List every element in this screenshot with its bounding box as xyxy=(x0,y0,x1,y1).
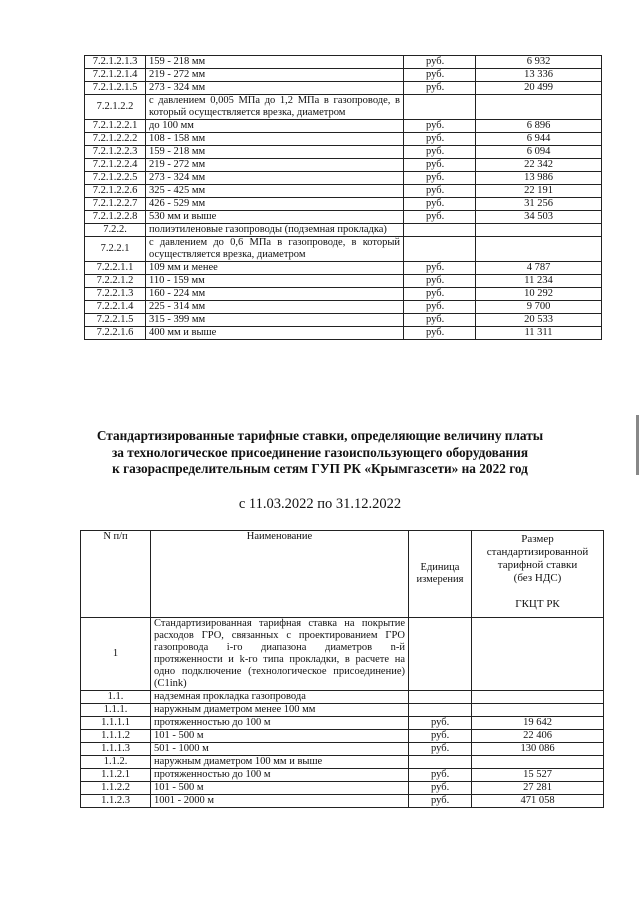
row-number: 1.1.2.3 xyxy=(81,795,151,808)
row-name: 530 мм и выше xyxy=(146,211,404,224)
table-row xyxy=(85,146,602,159)
row-name: наружным диаметром 100 мм и выше xyxy=(151,756,409,769)
row-number: 7.2.1.2.2 xyxy=(85,95,146,120)
table-row xyxy=(81,782,604,795)
row-number: 1.1.1.3 xyxy=(81,743,151,756)
row-value: 11 234 xyxy=(476,275,602,288)
row-unit xyxy=(409,691,472,704)
row-number: 7.2.2.1.2 xyxy=(85,275,146,288)
title-line-3: к газораспределительным сетям ГУП РК «Крымгазсети» на 2022 год xyxy=(112,461,528,476)
row-unit: руб. xyxy=(409,782,472,795)
row-unit: руб. xyxy=(404,301,476,314)
row-unit: руб. xyxy=(409,717,472,730)
table-row xyxy=(85,172,602,185)
row-name: 109 мм и менее xyxy=(146,262,404,275)
row-number: 7.2.2.1 xyxy=(85,237,146,262)
row-number: 1.1.2.2 xyxy=(81,782,151,795)
row-value: 22 342 xyxy=(476,159,602,172)
row-value xyxy=(476,224,602,237)
table-row xyxy=(85,198,602,211)
row-unit: руб. xyxy=(404,120,476,133)
row-number: 7.2.1.2.2.2 xyxy=(85,133,146,146)
row-name: надземная прокладка газопровода xyxy=(151,691,409,704)
row-name: 400 мм и выше xyxy=(146,327,404,340)
table-header-row xyxy=(81,531,604,618)
tariff-table xyxy=(80,530,604,808)
row-number: 1.1.1.2 xyxy=(81,730,151,743)
row-value xyxy=(472,691,604,704)
row-value: 6 094 xyxy=(476,146,602,159)
row-unit: руб. xyxy=(404,172,476,185)
row-value: 4 787 xyxy=(476,262,602,275)
row-unit: руб. xyxy=(404,69,476,82)
row-unit: руб. xyxy=(404,146,476,159)
row-name: 273 - 324 мм xyxy=(146,82,404,95)
row-unit: руб. xyxy=(404,262,476,275)
table-row xyxy=(81,704,604,717)
row-unit: руб. xyxy=(409,743,472,756)
row-unit xyxy=(404,224,476,237)
table-row xyxy=(85,185,602,198)
row-unit: руб. xyxy=(404,288,476,301)
row-value: 471 058 xyxy=(472,795,604,808)
row-number: 7.2.1.2.1.5 xyxy=(85,82,146,95)
row-unit: руб. xyxy=(409,769,472,782)
row-value: 6 944 xyxy=(476,133,602,146)
row-number: 1.1.2. xyxy=(81,756,151,769)
header-unit: Единица измерения xyxy=(409,531,472,618)
row-number: 7.2.1.2.1.3 xyxy=(85,56,146,69)
row-name: 159 - 218 мм xyxy=(146,146,404,159)
row-number: 1.1. xyxy=(81,691,151,704)
table-row xyxy=(81,691,604,704)
row-number: 7.2.1.2.2.5 xyxy=(85,172,146,185)
row-unit: руб. xyxy=(404,314,476,327)
table-row xyxy=(85,56,602,69)
row-number: 1 xyxy=(81,618,151,691)
row-name: Стандартизированная тарифная ставка на покрытие расходов ГРО, связанных с проектированием ГРО газопровода i-го диапазона диаметров n-й протяженности и k-го типа прокладки, в расчете на одно подключение (технологическое присоединение) (C1ink) xyxy=(151,618,409,691)
row-unit: руб. xyxy=(404,133,476,146)
row-name: 108 - 158 мм xyxy=(146,133,404,146)
table-row xyxy=(85,82,602,95)
row-name: 219 - 272 мм xyxy=(146,159,404,172)
table-row xyxy=(81,756,604,769)
table-row xyxy=(85,159,602,172)
row-name: 159 - 218 мм xyxy=(146,56,404,69)
row-value: 31 256 xyxy=(476,198,602,211)
row-name: 110 - 159 мм xyxy=(146,275,404,288)
table-row xyxy=(85,224,602,237)
row-number: 1.1.2.1 xyxy=(81,769,151,782)
row-number: 7.2.1.2.2.4 xyxy=(85,159,146,172)
row-number: 7.2.1.2.2.1 xyxy=(85,120,146,133)
table-row xyxy=(85,237,602,262)
row-name: 101 - 500 м xyxy=(151,782,409,795)
table-row xyxy=(85,301,602,314)
row-number: 7.2.2.1.3 xyxy=(85,288,146,301)
row-unit: руб. xyxy=(404,275,476,288)
row-name: до 100 мм xyxy=(146,120,404,133)
row-value xyxy=(472,618,604,691)
table-row xyxy=(85,275,602,288)
row-value: 22 191 xyxy=(476,185,602,198)
title-line-1: Стандартизированные тарифные ставки, определяющие величину платы xyxy=(96,428,544,443)
row-value: 13 986 xyxy=(476,172,602,185)
row-unit: руб. xyxy=(404,82,476,95)
row-name: 325 - 425 мм xyxy=(146,185,404,198)
tariff-table-continued xyxy=(84,55,602,340)
row-unit: руб. xyxy=(404,211,476,224)
table-row xyxy=(85,133,602,146)
row-number: 7.2.2.1.1 xyxy=(85,262,146,275)
row-name: полиэтиленовые газопроводы (подземная прокладка) xyxy=(146,224,404,237)
row-name: 426 - 529 мм xyxy=(146,198,404,211)
row-unit xyxy=(409,704,472,717)
row-unit: руб. xyxy=(404,56,476,69)
row-number: 1.1.1. xyxy=(81,704,151,717)
header-value-line-2: (без НДС) xyxy=(513,572,562,584)
row-unit xyxy=(409,618,472,691)
row-number: 7.2.1.2.2.8 xyxy=(85,211,146,224)
table-row xyxy=(85,314,602,327)
row-name: наружным диаметром менее 100 мм xyxy=(151,704,409,717)
row-value: 11 311 xyxy=(476,327,602,340)
table-row xyxy=(81,743,604,756)
row-value xyxy=(476,237,602,262)
row-value: 20 533 xyxy=(476,314,602,327)
row-unit: руб. xyxy=(404,159,476,172)
header-name: Наименование xyxy=(151,531,409,618)
document-title xyxy=(40,428,600,478)
table-row xyxy=(81,618,604,691)
table-row xyxy=(81,769,604,782)
row-name: 1001 - 2000 м xyxy=(151,795,409,808)
table-row xyxy=(85,262,602,275)
row-unit: руб. xyxy=(409,730,472,743)
row-value: 20 499 xyxy=(476,82,602,95)
row-number: 7.2.1.2.2.7 xyxy=(85,198,146,211)
row-name: протяженностью до 100 м xyxy=(151,769,409,782)
row-number: 7.2.2. xyxy=(85,224,146,237)
row-name: 160 - 224 мм xyxy=(146,288,404,301)
table-row xyxy=(85,95,602,120)
row-value: 9 700 xyxy=(476,301,602,314)
header-value xyxy=(472,531,604,618)
row-number: 7.2.2.1.5 xyxy=(85,314,146,327)
period-text: с 11.03.2022 по 31.12.2022 xyxy=(238,496,402,512)
table-row xyxy=(81,730,604,743)
row-value: 19 642 xyxy=(472,717,604,730)
table-row xyxy=(81,795,604,808)
row-unit xyxy=(404,237,476,262)
table-row xyxy=(85,288,602,301)
row-number: 7.2.1.2.2.3 xyxy=(85,146,146,159)
row-value: 27 281 xyxy=(472,782,604,795)
row-value xyxy=(476,95,602,120)
row-value xyxy=(472,756,604,769)
header-value-line-1: Размер стандартизированной тарифной ставки xyxy=(486,533,589,571)
row-value: 130 086 xyxy=(472,743,604,756)
row-unit xyxy=(404,95,476,120)
row-value: 10 292 xyxy=(476,288,602,301)
row-value: 6 896 xyxy=(476,120,602,133)
table-row xyxy=(85,120,602,133)
row-unit: руб. xyxy=(409,795,472,808)
row-value: 34 503 xyxy=(476,211,602,224)
row-name: 273 - 324 мм xyxy=(146,172,404,185)
row-value: 15 527 xyxy=(472,769,604,782)
header-n: N п/п xyxy=(81,531,151,618)
row-unit: руб. xyxy=(404,185,476,198)
table-row xyxy=(85,327,602,340)
table-row xyxy=(85,211,602,224)
row-name: с давлением до 0,6 МПа в газопроводе, в который осуществляется врезка, диаметром xyxy=(146,237,404,262)
row-name: протяженностью до 100 м xyxy=(151,717,409,730)
row-name: 225 - 314 мм xyxy=(146,301,404,314)
row-name: с давлением 0,005 МПа до 1,2 МПа в газопроводе, в который осуществляется врезка, диаметром xyxy=(146,95,404,120)
row-unit xyxy=(409,756,472,769)
header-value-line-3: ГКЦТ РК xyxy=(515,598,560,610)
row-unit: руб. xyxy=(404,327,476,340)
row-value: 22 406 xyxy=(472,730,604,743)
row-name: 101 - 500 м xyxy=(151,730,409,743)
row-value: 13 336 xyxy=(476,69,602,82)
row-number: 7.2.2.1.4 xyxy=(85,301,146,314)
row-number: 7.2.1.2.2.6 xyxy=(85,185,146,198)
row-unit: руб. xyxy=(404,198,476,211)
row-name: 315 - 399 мм xyxy=(146,314,404,327)
row-name: 501 - 1000 м xyxy=(151,743,409,756)
row-value xyxy=(472,704,604,717)
table-row xyxy=(81,717,604,730)
row-number: 7.2.2.1.6 xyxy=(85,327,146,340)
row-value: 6 932 xyxy=(476,56,602,69)
row-number: 7.2.1.2.1.4 xyxy=(85,69,146,82)
table-row xyxy=(85,69,602,82)
row-name: 219 - 272 мм xyxy=(146,69,404,82)
row-number: 1.1.1.1 xyxy=(81,717,151,730)
title-line-2: за технологическое присоединение газоиспользующего оборудования xyxy=(111,444,529,460)
